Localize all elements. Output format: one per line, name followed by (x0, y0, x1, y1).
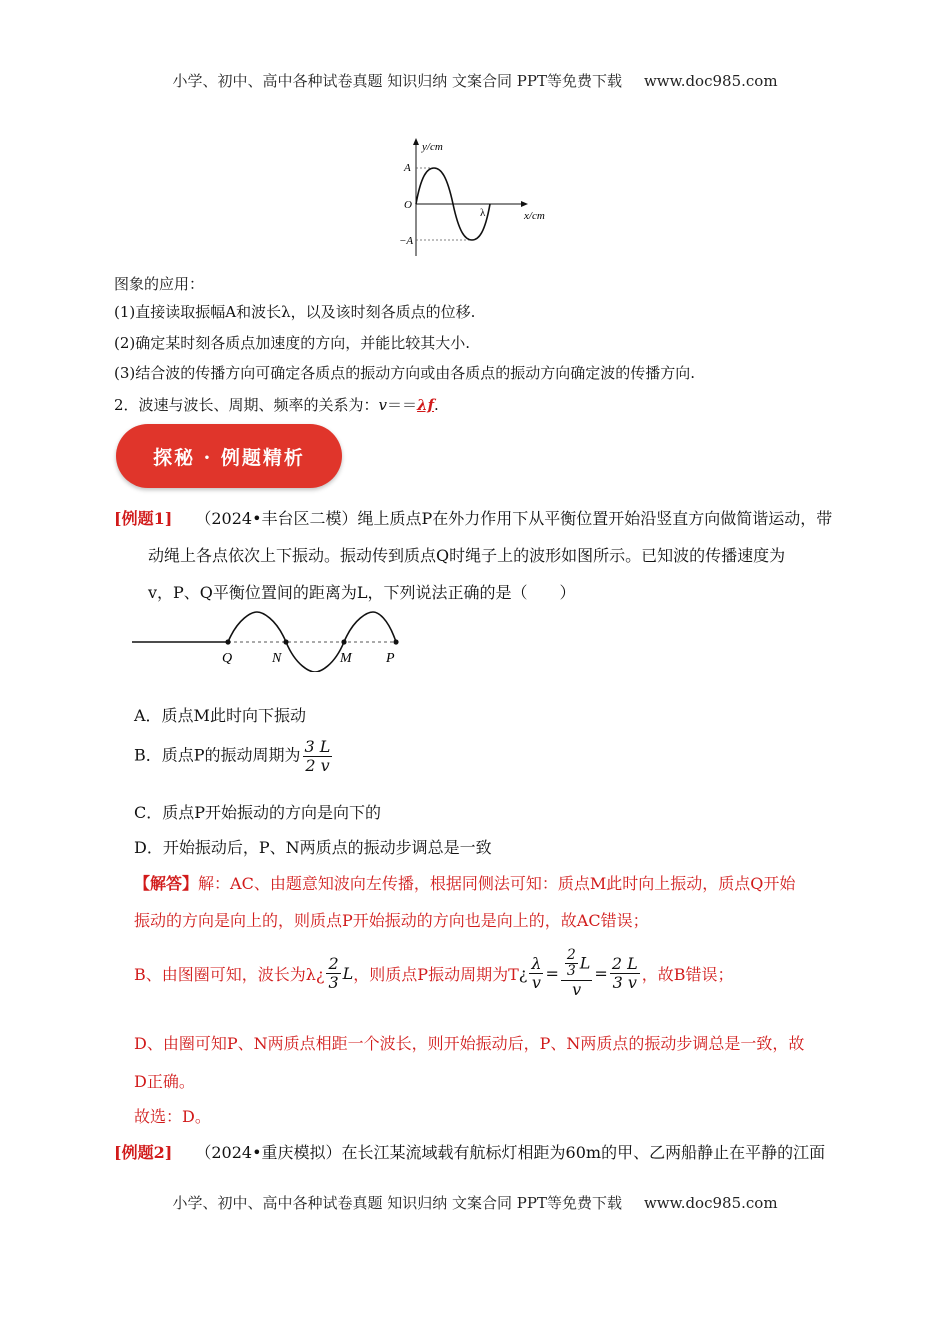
answer-b-frac3-den: v (572, 979, 582, 999)
option-d: D．开始振动后，P、N两质点的振动步调总是一致 (134, 838, 492, 857)
example1-line2: 动绳上各点依次上下振动。振动传到质点Q时绳子上的波形如图所示。已知波的传播速度为 (148, 546, 786, 565)
relation-line (114, 394, 439, 415)
answer-b-frac1-den: 3 (328, 972, 339, 992)
section-banner: 探秘 · 例题精析 (116, 424, 342, 488)
option-c: C．质点P开始振动的方向是向下的 (134, 803, 382, 822)
answer-b-frac4-den: 3 v (612, 972, 637, 992)
answer-text-1: 解：AC、由题意知波向左传播，根据同侧法可知：质点M此时向上振动，质点Q开始 (198, 874, 796, 893)
point-q-label: Q (222, 651, 233, 666)
answer-line1 (134, 871, 795, 894)
relation-answer: λf (417, 396, 435, 414)
graph-neg-amp-label: −A (399, 235, 414, 247)
answer-b-frac3-inner-den: 3 (566, 963, 576, 980)
graph-amp-label: A (404, 162, 411, 174)
example2-line1 (114, 1140, 825, 1163)
page-footer (0, 1192, 950, 1213)
answer-b-frac3-inner-num: 2 (566, 947, 576, 963)
wave-graph (394, 138, 564, 260)
answer-b-l: L (342, 963, 354, 983)
relation-equals: ＝＝ (387, 396, 418, 414)
answer-b-suffix: ，故B错误； (641, 964, 734, 984)
footer-site: www.doc985.com (643, 1194, 778, 1212)
application-item-2: (2)确定某时刻各质点加速度的方向，并能比较其大小. (114, 334, 471, 352)
answer-b-mid: ，则质点P振动周期为T (353, 964, 519, 984)
relation-prefix: 2．波速与波长、周期、频率的关系为： (114, 396, 379, 414)
example2-text-1: （2024•重庆模拟）在长江某流域载有航标灯相距为60m的甲、乙两船静止在平静的江面 (195, 1143, 826, 1162)
example1-tag: [例题1] (114, 509, 173, 528)
example1-line1 (114, 506, 832, 529)
option-b-fraction (303, 738, 333, 774)
answer-b-line (134, 948, 733, 998)
answer-d-line2: D正确。 (134, 1072, 195, 1091)
point-n-label: N (272, 651, 282, 666)
relation-v: v (378, 396, 388, 414)
graph-x-label: x/cm (524, 210, 545, 222)
point-m-label: M (340, 651, 352, 666)
graph-origin-label: O (404, 199, 412, 211)
answer-b-frac4-num: 2 L (611, 954, 638, 974)
answer-line2: 振动的方向是向上的，则质点P开始振动的方向也是向上的，故AC错误； (134, 911, 649, 930)
option-b-prefix: B．质点P的振动周期为 (134, 745, 301, 765)
application-item-3: (3)结合波的传播方向可确定各质点的振动方向或由各质点的振动方向确定波的传播方向. (114, 364, 696, 382)
point-p-label: P (386, 651, 395, 666)
option-b (134, 738, 334, 774)
application-item-1: (1)直接读取振幅A和波长λ，以及该时刻各质点的位移. (114, 303, 476, 321)
answer-b-frac3-l: L (579, 953, 591, 973)
answer-b-prefix: B、由图圈可知，波长为λ¿ (134, 964, 325, 984)
header-text: 小学、初中、高中各种试卷真题 知识归纳 文案合同 PPT等免费下载 (172, 72, 622, 90)
footer-text: 小学、初中、高中各种试卷真题 知识归纳 文案合同 PPT等免费下载 (172, 1194, 622, 1212)
example2-tag: [例题2] (114, 1143, 173, 1162)
answer-b-frac2-num: λ (531, 954, 542, 974)
relation-suffix: . (434, 396, 439, 414)
option-a: A．质点M此时向下振动 (134, 706, 306, 725)
answer-b-frac1 (326, 955, 340, 991)
answer-b-frac2-den: v (531, 972, 541, 992)
answer-b-eq1: = (545, 963, 559, 983)
example1-line3: v，P、Q平衡位置间的距离为L，下列说法正确的是（ ） (148, 583, 576, 602)
answer-b-inv: ¿ (518, 963, 528, 983)
applications-title: 图象的应用： (114, 275, 205, 293)
answer-d-line1: D、由圈可知P、N两质点相距一个波长，则开始振动后，P、N两质点的振动步调总是一致，故 (134, 1034, 805, 1053)
answer-b-frac2 (529, 955, 543, 991)
answer-b-frac3 (561, 948, 593, 998)
example1-text-1: （2024•丰台区二模）绳上质点P在外力作用下从平衡位置开始沿竖直方向做简谐运动，带 (195, 509, 833, 528)
rope-wave-figure (132, 610, 412, 672)
answer-tag: 【解答】 (134, 874, 199, 893)
option-b-den: 2 v (305, 755, 330, 775)
answer-b-eq2: = (594, 963, 608, 983)
page-header (0, 70, 950, 91)
option-b-num: 3 L (304, 737, 331, 756)
graph-lambda-label: λ (480, 207, 486, 219)
header-site: www.doc985.com (643, 72, 778, 90)
graph-y-label: y/cm (422, 141, 443, 153)
answer-b-frac1-num: 2 (328, 954, 339, 974)
answer-choice: 故选：D。 (134, 1107, 211, 1126)
answer-b-frac3-num (561, 948, 593, 981)
answer-b-frac4 (610, 955, 640, 991)
